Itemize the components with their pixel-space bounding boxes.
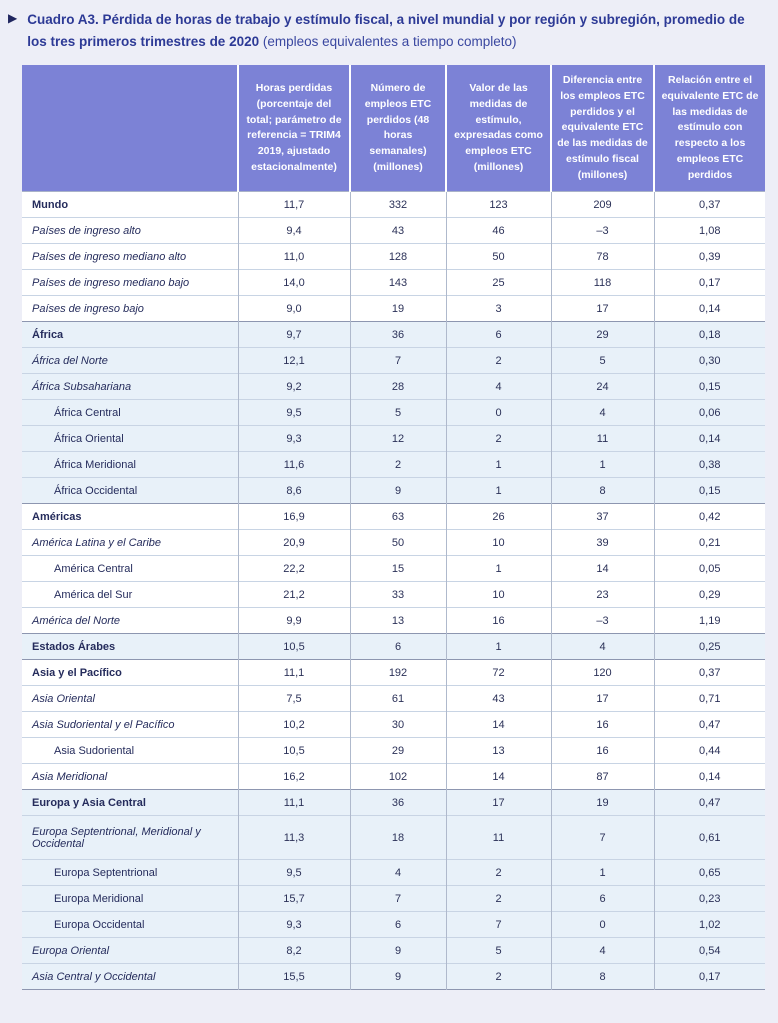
cell-value: 30 bbox=[350, 712, 446, 738]
table-row bbox=[22, 816, 765, 860]
cell-value: 11,6 bbox=[238, 452, 350, 478]
cell-value: 0,14 bbox=[654, 426, 765, 452]
cell-value: 5 bbox=[446, 938, 551, 964]
cell-value: 9,0 bbox=[238, 296, 350, 322]
cell-value: 1 bbox=[446, 556, 551, 582]
cell-value: 0 bbox=[446, 400, 551, 426]
caption-note: (empleos equivalentes a tiempo completo) bbox=[262, 33, 517, 49]
cell-value: 0,06 bbox=[654, 400, 765, 426]
caption-title: Cuadro A3. Pérdida de horas de trabajo y estímulo fiscal, a nivel mundial y por región y subregión, promedio de los tres primeros trimestres de 2020 bbox=[27, 12, 745, 49]
cell-value: 9 bbox=[350, 478, 446, 504]
cell-value: 5 bbox=[551, 348, 654, 374]
cell-value: 24 bbox=[551, 374, 654, 400]
table-body bbox=[22, 192, 765, 990]
cell-value: 16,2 bbox=[238, 764, 350, 790]
table-row bbox=[22, 660, 765, 686]
cell-value: 3 bbox=[446, 296, 551, 322]
cell-value: 11,3 bbox=[238, 816, 350, 860]
cell-value: 1,19 bbox=[654, 608, 765, 634]
cell-value: 9 bbox=[350, 964, 446, 990]
cell-value: 4 bbox=[551, 400, 654, 426]
cell-value: 4 bbox=[350, 860, 446, 886]
row-label: América Latina y el Caribe bbox=[32, 536, 162, 549]
row-label: Mundo bbox=[32, 198, 69, 211]
cell-value: 1 bbox=[551, 860, 654, 886]
cell-value: 4 bbox=[446, 374, 551, 400]
cell-value: 8 bbox=[551, 964, 654, 990]
cell-value: 8,6 bbox=[238, 478, 350, 504]
table-row bbox=[22, 608, 765, 634]
table-row bbox=[22, 790, 765, 816]
table-row bbox=[22, 712, 765, 738]
row-label: Estados Árabes bbox=[32, 640, 116, 653]
row-label: Países de ingreso bajo bbox=[32, 302, 144, 315]
cell-value: 0,23 bbox=[654, 886, 765, 912]
table-row bbox=[22, 556, 765, 582]
cell-value: 2 bbox=[446, 964, 551, 990]
table-row bbox=[22, 938, 765, 964]
row-label: Asia Sudoriental bbox=[54, 744, 135, 757]
cell-value: 17 bbox=[551, 296, 654, 322]
cell-value: 25 bbox=[446, 270, 551, 296]
cell-value: 43 bbox=[350, 218, 446, 244]
cell-value: 0,17 bbox=[654, 964, 765, 990]
cell-value: 12,1 bbox=[238, 348, 350, 374]
table-row bbox=[22, 504, 765, 530]
cell-value: 6 bbox=[551, 886, 654, 912]
cell-value: 29 bbox=[551, 322, 654, 348]
table-row bbox=[22, 322, 765, 348]
cell-value: 0 bbox=[551, 912, 654, 938]
cell-value: 16,9 bbox=[238, 504, 350, 530]
cell-value: 11,1 bbox=[238, 790, 350, 816]
table-row bbox=[22, 860, 765, 886]
cell-value: 0,25 bbox=[654, 634, 765, 660]
cell-value: 209 bbox=[551, 192, 654, 218]
cell-value: 9,2 bbox=[238, 374, 350, 400]
header-blank-cell bbox=[22, 65, 238, 192]
cell-value: 120 bbox=[551, 660, 654, 686]
header-difference: Diferencia entre los empleos ETC perdidos y el equivalente ETC de las medidas de estímulo fiscal (millones) bbox=[551, 65, 654, 192]
cell-value: 14,0 bbox=[238, 270, 350, 296]
cell-value: 17 bbox=[551, 686, 654, 712]
cell-value: 6 bbox=[350, 912, 446, 938]
table-caption bbox=[0, 0, 778, 52]
cell-value: 50 bbox=[446, 244, 551, 270]
cell-value: 78 bbox=[551, 244, 654, 270]
row-label: Europa Meridional bbox=[54, 892, 144, 905]
table-row bbox=[22, 426, 765, 452]
cell-value: 4 bbox=[551, 938, 654, 964]
cell-value: 9,4 bbox=[238, 218, 350, 244]
table-row bbox=[22, 244, 765, 270]
table-row bbox=[22, 400, 765, 426]
row-label: Américas bbox=[32, 510, 82, 523]
cell-value: 19 bbox=[350, 296, 446, 322]
row-label: América Central bbox=[54, 562, 133, 575]
row-label: Asia Meridional bbox=[32, 770, 108, 783]
cell-value: 11 bbox=[446, 816, 551, 860]
cell-value: 15,7 bbox=[238, 886, 350, 912]
caption-marker-icon: ▶ bbox=[8, 11, 18, 25]
row-label: Europa y Asia Central bbox=[32, 796, 146, 809]
cell-value: 143 bbox=[350, 270, 446, 296]
cell-value: 5 bbox=[350, 400, 446, 426]
row-label: África del Norte bbox=[32, 354, 108, 367]
cell-value: 9,9 bbox=[238, 608, 350, 634]
cell-value: 0,44 bbox=[654, 738, 765, 764]
cell-value: 9 bbox=[350, 938, 446, 964]
table-row bbox=[22, 764, 765, 790]
cell-value: 22,2 bbox=[238, 556, 350, 582]
table-row bbox=[22, 348, 765, 374]
cell-value: 9,5 bbox=[238, 400, 350, 426]
cell-value: 2 bbox=[446, 886, 551, 912]
row-label: Asia Oriental bbox=[32, 692, 95, 705]
cell-value: 0,47 bbox=[654, 712, 765, 738]
cell-value: 16 bbox=[446, 608, 551, 634]
cell-value: 9,7 bbox=[238, 322, 350, 348]
cell-value: 14 bbox=[551, 556, 654, 582]
cell-value: 0,14 bbox=[654, 296, 765, 322]
cell-value: 11 bbox=[551, 426, 654, 452]
cell-value: 2 bbox=[350, 452, 446, 478]
caption-text bbox=[27, 9, 764, 52]
table-row bbox=[22, 964, 765, 990]
cell-value: 1 bbox=[551, 452, 654, 478]
cell-value: 7 bbox=[350, 348, 446, 374]
cell-value: 12 bbox=[350, 426, 446, 452]
cell-value: 128 bbox=[350, 244, 446, 270]
header-fte-jobs-lost: Número de empleos ETC perdidos (48 horas semanales) (millones) bbox=[350, 65, 446, 192]
cell-value: 0,37 bbox=[654, 660, 765, 686]
cell-value: 0,39 bbox=[654, 244, 765, 270]
cell-value: 1 bbox=[446, 634, 551, 660]
row-label: África Oriental bbox=[54, 432, 124, 445]
cell-value: 17 bbox=[446, 790, 551, 816]
row-label: Asia y el Pacífico bbox=[32, 666, 122, 679]
cell-value: 0,61 bbox=[654, 816, 765, 860]
cell-value: 50 bbox=[350, 530, 446, 556]
cell-value: 332 bbox=[350, 192, 446, 218]
cell-value: 7 bbox=[350, 886, 446, 912]
cell-value: 10,5 bbox=[238, 738, 350, 764]
cell-value: 0,38 bbox=[654, 452, 765, 478]
table-row bbox=[22, 296, 765, 322]
cell-value: 0,05 bbox=[654, 556, 765, 582]
row-label: Europa Septentrional bbox=[54, 866, 158, 879]
cell-value: 1,02 bbox=[654, 912, 765, 938]
cell-value: 2 bbox=[446, 348, 551, 374]
cell-value: 118 bbox=[551, 270, 654, 296]
row-label: Europa Occidental bbox=[54, 918, 145, 931]
cell-value: 13 bbox=[350, 608, 446, 634]
cell-value: 2 bbox=[446, 426, 551, 452]
cell-value: 15,5 bbox=[238, 964, 350, 990]
cell-value: –3 bbox=[551, 218, 654, 244]
cell-value: 13 bbox=[446, 738, 551, 764]
cell-value: 0,18 bbox=[654, 322, 765, 348]
header-hours-lost: Horas perdidas (porcentaje del total; parámetro de referencia = TRIM4 2019, ajustado estacionalmente) bbox=[238, 65, 350, 192]
cell-value: 1 bbox=[446, 478, 551, 504]
cell-value: 11,7 bbox=[238, 192, 350, 218]
cell-value: 4 bbox=[551, 634, 654, 660]
cell-value: 0,54 bbox=[654, 938, 765, 964]
cell-value: 26 bbox=[446, 504, 551, 530]
cell-value: 9,5 bbox=[238, 860, 350, 886]
table-row bbox=[22, 452, 765, 478]
cell-value: 87 bbox=[551, 764, 654, 790]
cell-value: 10,5 bbox=[238, 634, 350, 660]
row-label: África Central bbox=[54, 406, 121, 419]
row-label: África Subsahariana bbox=[32, 380, 132, 393]
header-ratio: Relación entre el equivalente ETC de las medidas de estímulo con respecto a los empleos ETC perdidos bbox=[654, 65, 765, 192]
row-label: Países de ingreso mediano bajo bbox=[32, 276, 190, 289]
table-row bbox=[22, 912, 765, 938]
row-label: Asia Central y Occidental bbox=[32, 970, 156, 983]
cell-value: 0,65 bbox=[654, 860, 765, 886]
cell-value: 14 bbox=[446, 712, 551, 738]
cell-value: 8 bbox=[551, 478, 654, 504]
cell-value: 0,71 bbox=[654, 686, 765, 712]
cell-value: 8,2 bbox=[238, 938, 350, 964]
cell-value: 0,30 bbox=[654, 348, 765, 374]
cell-value: –3 bbox=[551, 608, 654, 634]
cell-value: 6 bbox=[350, 634, 446, 660]
cell-value: 43 bbox=[446, 686, 551, 712]
row-label: África Meridional bbox=[54, 458, 136, 471]
cell-value: 28 bbox=[350, 374, 446, 400]
cell-value: 7 bbox=[446, 912, 551, 938]
cell-value: 1,08 bbox=[654, 218, 765, 244]
cell-value: 9,3 bbox=[238, 912, 350, 938]
cell-value: 11,1 bbox=[238, 660, 350, 686]
table-row bbox=[22, 582, 765, 608]
table-row bbox=[22, 886, 765, 912]
row-label: América del Sur bbox=[54, 588, 133, 601]
cell-value: 72 bbox=[446, 660, 551, 686]
row-label: Asia Sudoriental y el Pacífico bbox=[32, 718, 175, 731]
row-label: África bbox=[32, 328, 64, 341]
cell-value: 23 bbox=[551, 582, 654, 608]
cell-value: 0,14 bbox=[654, 764, 765, 790]
cell-value: 19 bbox=[551, 790, 654, 816]
cell-value: 0,15 bbox=[654, 374, 765, 400]
cell-value: 15 bbox=[350, 556, 446, 582]
cell-value: 102 bbox=[350, 764, 446, 790]
cell-value: 0,37 bbox=[654, 192, 765, 218]
table-row bbox=[22, 634, 765, 660]
table-row bbox=[22, 192, 765, 218]
table-header bbox=[22, 65, 765, 192]
cell-value: 192 bbox=[350, 660, 446, 686]
cell-value: 6 bbox=[446, 322, 551, 348]
cell-value: 36 bbox=[350, 790, 446, 816]
cell-value: 0,47 bbox=[654, 790, 765, 816]
table-row bbox=[22, 530, 765, 556]
cell-value: 20,9 bbox=[238, 530, 350, 556]
cell-value: 0,15 bbox=[654, 478, 765, 504]
cell-value: 36 bbox=[350, 322, 446, 348]
cell-value: 9,3 bbox=[238, 426, 350, 452]
header-stimulus-value: Valor de las medidas de estímulo, expresadas como empleos ETC (millones) bbox=[446, 65, 551, 192]
cell-value: 0,29 bbox=[654, 582, 765, 608]
cell-value: 39 bbox=[551, 530, 654, 556]
cell-value: 16 bbox=[551, 712, 654, 738]
cell-value: 18 bbox=[350, 816, 446, 860]
row-label: Europa Septentrional, Meridional y Occidental bbox=[32, 825, 201, 850]
row-label: Países de ingreso mediano alto bbox=[32, 250, 187, 263]
cell-value: 0,42 bbox=[654, 504, 765, 530]
cell-value: 0,21 bbox=[654, 530, 765, 556]
cell-value: 46 bbox=[446, 218, 551, 244]
cell-value: 21,2 bbox=[238, 582, 350, 608]
cell-value: 10 bbox=[446, 582, 551, 608]
cell-value: 16 bbox=[551, 738, 654, 764]
table-row bbox=[22, 218, 765, 244]
cell-value: 10 bbox=[446, 530, 551, 556]
cell-value: 1 bbox=[446, 452, 551, 478]
cell-value: 33 bbox=[350, 582, 446, 608]
cell-value: 37 bbox=[551, 504, 654, 530]
cell-value: 14 bbox=[446, 764, 551, 790]
table-row bbox=[22, 270, 765, 296]
cell-value: 7,5 bbox=[238, 686, 350, 712]
cell-value: 7 bbox=[551, 816, 654, 860]
cell-value: 63 bbox=[350, 504, 446, 530]
cell-value: 2 bbox=[446, 860, 551, 886]
cell-value: 11,0 bbox=[238, 244, 350, 270]
row-label: Europa Oriental bbox=[32, 944, 110, 957]
cell-value: 10,2 bbox=[238, 712, 350, 738]
cell-value: 0,17 bbox=[654, 270, 765, 296]
table-row bbox=[22, 738, 765, 764]
cell-value: 61 bbox=[350, 686, 446, 712]
data-table-container bbox=[22, 65, 765, 990]
row-label: Países de ingreso alto bbox=[32, 224, 141, 237]
data-table bbox=[22, 65, 765, 990]
row-label: América del Norte bbox=[32, 614, 121, 627]
cell-value: 29 bbox=[350, 738, 446, 764]
table-row bbox=[22, 374, 765, 400]
cell-value: 123 bbox=[446, 192, 551, 218]
row-label: África Occidental bbox=[54, 484, 138, 497]
table-row bbox=[22, 478, 765, 504]
table-row bbox=[22, 686, 765, 712]
